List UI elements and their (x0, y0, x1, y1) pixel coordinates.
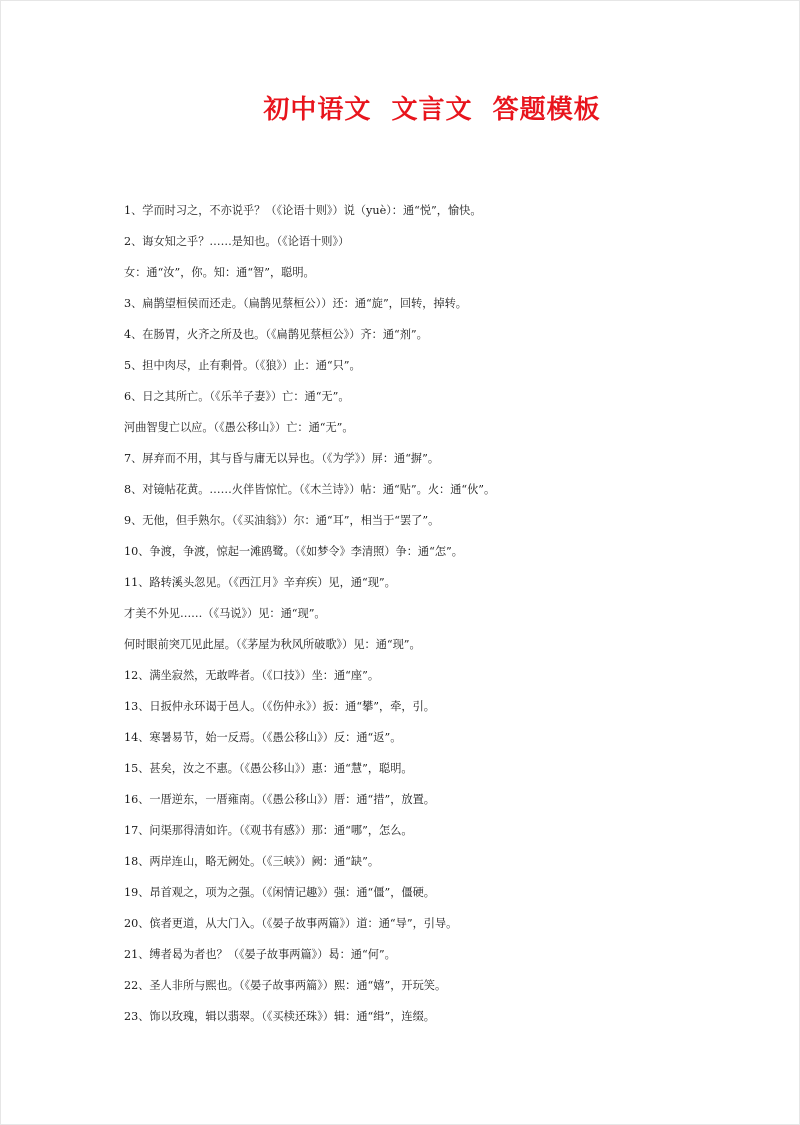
text-line: 何时眼前突兀见此屋。（《茅屋为秋风所破歌》）见：通“现”。 (124, 638, 421, 651)
text-line: 才美不外见……（《马说》）见：通“现”。 (124, 607, 326, 620)
text-line: 14、寒暑易节，始一反焉。（《愚公移山》）反：通“返”。 (124, 731, 402, 744)
text-line: 5、担中肉尽，止有剩骨。（《狼》）止：通“只”。 (124, 359, 361, 372)
text-line: 河曲智叟亡以应。（《愚公移山》）亡：通“无”。 (124, 421, 354, 434)
text-line: 4、在肠胃，火齐之所及也。（《扁鹊见蔡桓公》）齐：通“剂”。 (124, 328, 428, 341)
text-line: 3、扁鹊望桓侯而还走。（扁鹊见蔡桓公））还：通“旋”，回转，掉转。 (124, 297, 467, 310)
text-line: 7、屏弃而不用，其与昏与庸无以异也。（《为学》）屏：通“摒”。 (124, 452, 440, 465)
text-line: 18、两岸连山，略无阙处。（《三峡》）阙：通“缺”。 (124, 855, 380, 868)
text-line: 6、日之其所亡。（《乐羊子妻》）亡：通“无”。 (124, 390, 350, 403)
text-line: 1、学而时习之，不亦说乎？（《论语十则》）说（yuè）：通“悦”，愉快。 (124, 204, 482, 217)
text-line: 19、昂首观之，项为之强。（《闲情记趣》）强：通“僵”，僵硬。 (124, 886, 435, 899)
text-line: 10、争渡，争渡，惊起一滩鸥鹭。（《如梦令》李清照）争：通“怎”。 (124, 545, 463, 558)
text-line: 8、对镜帖花黄。……火伴皆惊忙。（《木兰诗》）帖：通“贴”。火：通“伙”。 (124, 483, 496, 496)
document-body (124, 200, 764, 1037)
text-line: 22、圣人非所与熙也。（《晏子故事两篇》）熙：通“嬉”，开玩笑。 (124, 979, 447, 992)
text-line: 11、路转溪头忽见。（《西江月》辛弃疾）见，通“现”。 (124, 576, 396, 589)
text-line: 20、傧者更道，从大门入。（《晏子故事两篇》）道：通“导”，引导。 (124, 917, 458, 930)
text-line: 23、饰以玫瑰，辑以翡翠。（《买椟还珠》）辑：通“缉”，连缀。 (124, 1010, 435, 1023)
text-line: 21、缚者曷为者也？（《晏子故事两篇》）曷：通“何”。 (124, 948, 396, 961)
text-line: 13、日扳仲永环谒于邑人。（《伤仲永》）扳：通“攀”，牵，引。 (124, 700, 435, 713)
text-line: 9、无他，但手熟尔。（《买油翁》）尔：通“耳”，相当于“罢了”。 (124, 514, 440, 527)
text-line: 17、问渠那得清如许。（《观书有感》）那：通“哪”，怎么。 (124, 824, 413, 837)
document-title: 初中语文 文言文 答题模板 (263, 95, 601, 125)
text-line: 女：通“汝”，你。知：通“智”，聪明。 (124, 266, 315, 279)
text-line: 15、甚矣，汝之不惠。（《愚公移山》）惠：通“慧”，聪明。 (124, 762, 413, 775)
text-line: 2、诲女知之乎？……是知也。（《论语十则》） (124, 235, 350, 248)
text-line: 16、一厝逆东，一厝雍南。（《愚公移山》）厝：通“措”，放置。 (124, 793, 435, 806)
text-line: 12、满坐寂然，无敢哗者。（《口技》）坐：通“座”。 (124, 669, 380, 682)
